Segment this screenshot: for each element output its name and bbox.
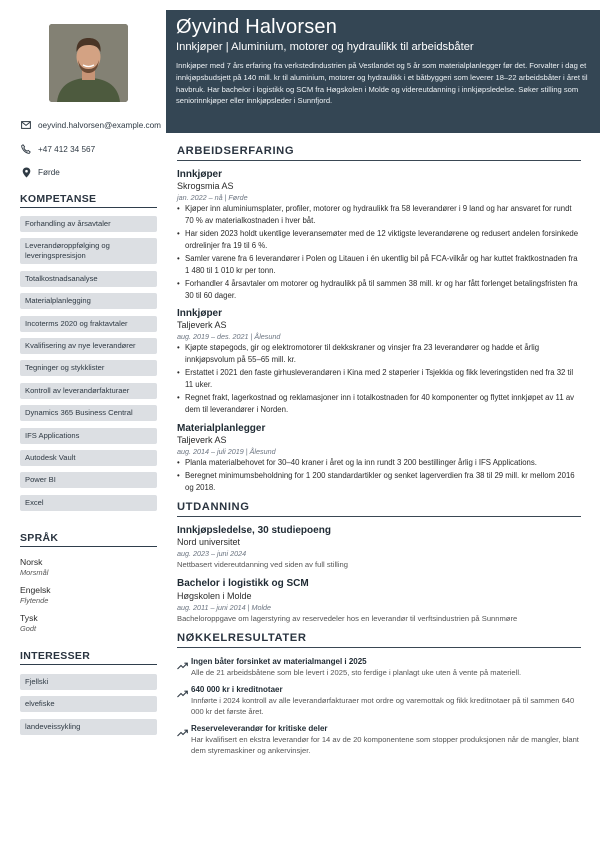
phone-text[interactable]: +47 412 34 567 (38, 144, 96, 154)
job-bullet: • Har siden 2023 holdt ukentlige leveransemøter med de 12 viktigste leverandørene og redusert andelen forsinkede ordrelinjer fra 19 til 6 %. (177, 228, 581, 251)
person-name: Øyvind Halvorsen (176, 16, 338, 38)
job-bullets (177, 203, 581, 301)
languages-list (20, 557, 157, 641)
skill-tag: Dynamics 365 Business Central (20, 405, 157, 421)
result-body (191, 656, 521, 678)
result-title: Ingen båter forsinket av materialmangel i 2025 (191, 656, 367, 666)
language-level: Flytende (20, 596, 49, 605)
skill-tag: Materialplanlegging (20, 293, 157, 309)
interest-tag: Fjellski (20, 674, 157, 690)
result-title: 640 000 kr i kreditnotaer (191, 684, 283, 694)
skill-tag: Leverandøroppfølging og leveringspresisjon (20, 238, 157, 264)
result-desc: Innførte i 2024 kontroll av alle leverandørfakturaer mot ordre og varemottak og fikk kreditnotaer på til sammen 640 000 kr det første året. (191, 695, 575, 716)
email-text[interactable]: oeyvind.halvorsen@example.com (38, 120, 161, 130)
skill-tag: Autodesk Vault (20, 450, 157, 466)
contact-location (20, 166, 166, 178)
job-entry (177, 308, 581, 415)
language-item (20, 557, 157, 578)
languages-heading: SPRÅK (20, 532, 157, 547)
job-company: Taljeverk AS (177, 434, 227, 445)
trend-up-icon (177, 684, 191, 717)
education-school: Høgskolen i Molde (177, 590, 252, 601)
job-bullet: • Kjøper inn aluminiumsplater, profiler, motorer og hydraulikk fra 58 leverandører i 9 land og har ansvaret for rundt 70 % av materialkostnaden i hver båt. (177, 203, 581, 226)
education-entry (177, 578, 581, 624)
education-title: Innkjøpsledelse, 30 studiepoeng (177, 524, 331, 536)
trend-up-icon (177, 656, 191, 678)
interests-heading: INTERESSER (20, 650, 157, 665)
job-company: Taljeverk AS (177, 320, 227, 331)
results-list (177, 656, 581, 756)
skill-tag: Power BI (20, 472, 157, 488)
job-title: Innkjøper (177, 169, 223, 180)
result-item (177, 656, 581, 678)
interests-list (20, 674, 157, 741)
education-title: Bachelor i logistikk og SCM (177, 578, 309, 590)
education-heading: UTDANNING (177, 501, 581, 517)
language-name: Norsk (20, 557, 43, 567)
result-body (191, 684, 581, 717)
profile-photo (49, 24, 128, 102)
trend-up-icon (177, 723, 191, 756)
contact-email[interactable] (20, 119, 166, 131)
interest-tag: landeveissykling (20, 719, 157, 735)
skills-list (20, 216, 157, 517)
job-meta: aug. 2019 – des. 2021 | Ålesund (177, 332, 281, 342)
education-entry (177, 525, 581, 571)
skill-tag: Incoterms 2020 og fraktavtaler (20, 316, 157, 332)
skills-heading: KOMPETANSE (20, 193, 157, 208)
interest-tag: elvefiske (20, 696, 157, 712)
results-heading: NØKKELRESULTATER (177, 632, 581, 648)
result-desc: Har kvalifisert en ekstra leverandør for 14 av de 20 komponentene som stopper produksjonen når de mangler, blant dem styremaskiner og ankervinsjer. (191, 734, 579, 755)
job-entry (177, 423, 581, 494)
main-content (177, 145, 581, 762)
result-body (191, 723, 581, 756)
job-title: Materialplanlegger (177, 422, 266, 434)
phone-icon (20, 143, 32, 155)
job-bullet: • Beregnet minimumsbeholdning for 1 200 standardartikler og senket lagerverdien fra 38 til 29 mill. kr mellom 2016 og 2018. (177, 470, 581, 493)
skill-tag: Excel (20, 495, 157, 511)
job-bullet: • Forhandler 4 årsavtaler om motorer og hydraulikk på til sammen 38 mill. kr og har fått forlenget betalingsfristen fra 30 til 60 dager. (177, 278, 581, 301)
education-list (177, 525, 581, 624)
job-bullet: • Kjøpte støpegods, gir og elektromotorer til dekkskraner og vinsjer fra 23 leverandører og hadde et årlig innkjøpsvolum på 55–65 mill. kr. (177, 342, 581, 365)
location-pin-icon (20, 166, 32, 178)
language-name: Engelsk (20, 585, 51, 595)
email-icon (20, 119, 32, 131)
education-meta: aug. 2023 – juni 2024 (177, 549, 247, 559)
job-bullet: • Regnet frakt, lagerkostnad og reklamasjoner inn i totalkostnaden for 40 komponenter og flyttet innkjøpet av 11 av dem til leverandører i Norden. (177, 392, 581, 415)
education-desc: Bacheloroppgave om lagerstyring av reservedeler hos en leverandør til verftsindustrien på Sunnmøre (177, 613, 518, 623)
profile-summary: Innkjøper med 7 års erfaring fra verkstedindustrien på Vestlandet og 5 år som materialplanlegger før det. Forvalter i dag et innkjøpsbudsjett på 140 mill. kr til aluminium, motorer og hydraulikk i et båtbyggeri som leverer 18–22 arbeidsbåter i året til havbruk. Har bachelor i logistikk og SCM fra Høgskolen i Molde og videreutdanning i innkjøpsledelse. Søker stilling som seniorinnkjøper eller innkjøpsleder i Sunnfjord. (176, 61, 588, 106)
job-bullet: • Samler varene fra 6 leverandører i Polen og Litauen i én ukentlig bil på FCA-vilkår og har kuttet fraktkostnaden fra 1 480 til 1 010 kr per tonn. (177, 253, 581, 276)
job-company: Skrogsmia AS (177, 181, 234, 191)
language-item (20, 613, 157, 634)
language-name: Tysk (20, 613, 38, 623)
job-bullet: • Planla materialbehovet for 30–40 kraner i året og la inn rundt 3 200 bestillinger årlig i IFS Applications. (177, 457, 581, 469)
result-item (177, 684, 581, 717)
job-meta: aug. 2014 – juli 2019 | Ålesund (177, 446, 276, 456)
person-role: Innkjøper | Aluminium, motorer og hydraulikk til arbeidsbåter (176, 41, 474, 53)
language-level: Morsmål (20, 568, 49, 577)
job-bullets (177, 342, 581, 415)
avatar (49, 24, 128, 102)
skill-tag: Tegninger og stykklister (20, 360, 157, 376)
education-desc: Nettbasert videreutdanning ved siden av full stilling (177, 560, 348, 570)
job-entry (177, 169, 581, 301)
skill-tag: Totalkostnadsanalyse (20, 271, 157, 287)
job-bullet: • Erstattet i 2021 den faste girhusleverandøren i Kina med 2 støperier i Tsjekkia og fikk leveringstiden ned fra 32 til 11 uker. (177, 367, 581, 390)
job-meta: jan. 2022 – nå | Førde (177, 193, 248, 202)
skill-tag: IFS Applications (20, 428, 157, 444)
result-title: Reserveleverandør for kritiske deler (191, 723, 328, 733)
location-text: Førde (38, 167, 60, 177)
education-school: Nord universitet (177, 537, 241, 548)
skill-tag: Kontroll av leverandørfakturaer (20, 383, 157, 399)
experience-heading: ARBEIDSERFARING (177, 145, 581, 161)
result-desc: Alle de 21 arbeidsbåtene som ble levert i 2025, sto ferdige i planlagt uke uten å vente på materiell. (191, 667, 522, 677)
skill-tag: Kvalifisering av nye leverandører (20, 338, 157, 354)
job-bullets (177, 457, 581, 494)
result-item (177, 723, 581, 756)
language-item (20, 585, 157, 606)
job-title: Innkjøper (177, 308, 223, 320)
education-meta: aug. 2011 – juni 2014 | Molde (177, 602, 272, 612)
skill-tag: Forhandling av årsavtaler (20, 216, 157, 232)
language-level: Godt (20, 624, 37, 633)
experience-list (177, 169, 581, 494)
contact-phone[interactable] (20, 143, 166, 155)
header-banner (166, 10, 600, 133)
